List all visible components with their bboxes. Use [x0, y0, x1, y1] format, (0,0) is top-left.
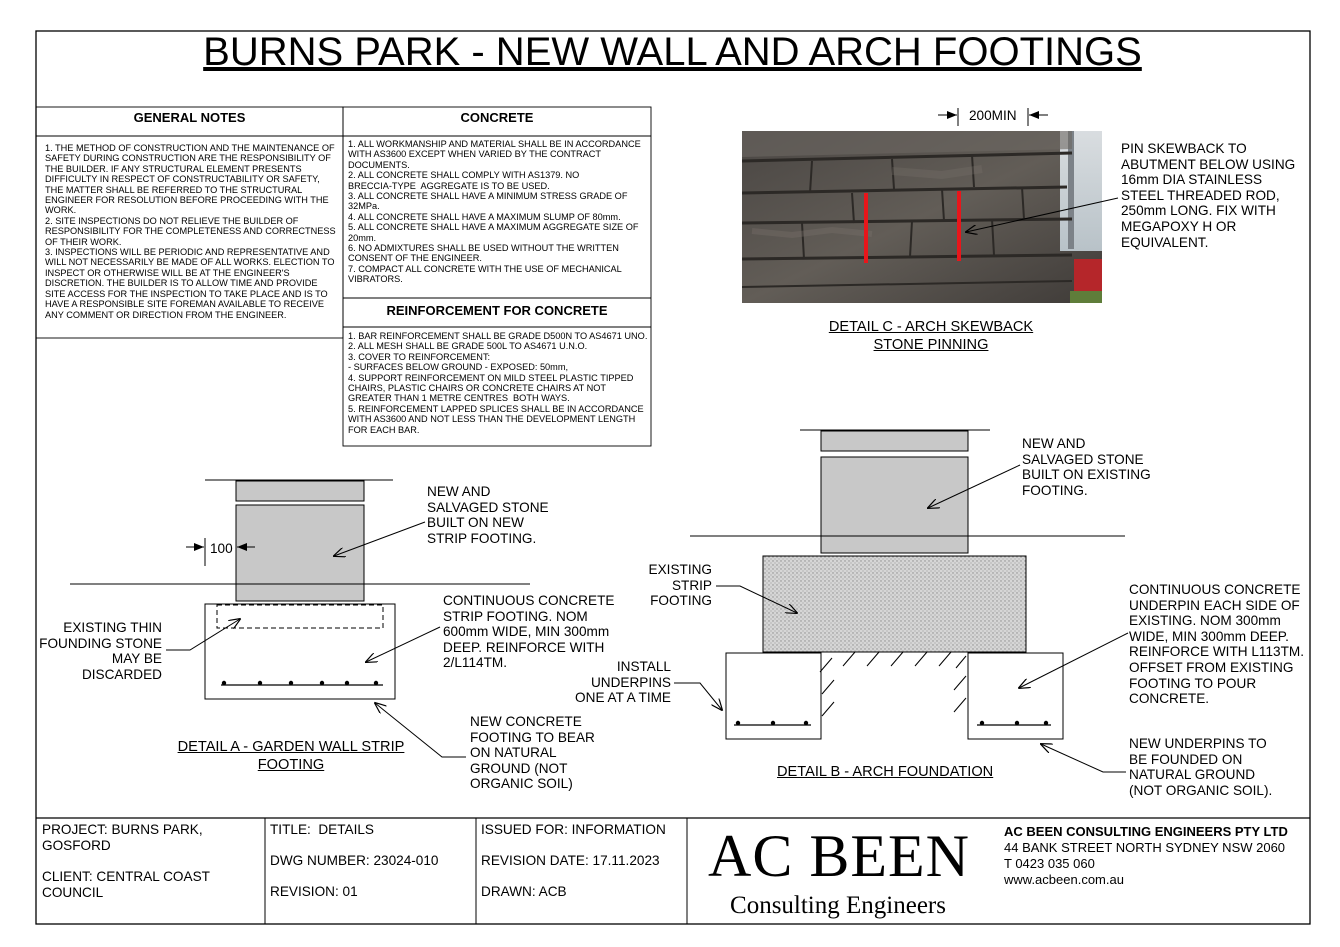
concrete-text: 1. ALL WORKMANSHIP AND MATERIAL SHALL BE IN ACCORDANCE WITH AS3600 EXCEPT WHEN VARIED BY THE CONTRACT DOCUMENTS. 2. ALL CONCRETE SHALL COMPLY WITH AS1379. NO BRECCIA-TYPE AGGREGATE IS TO BE USED. 3. ALL CONCRETE SHALL HAVE A MINIMUM STRESS GRADE OF 32MPa. 4. ALL CONCRETE SHALL HAVE A MAXIMUM SLUMP OF 80mm. 5. ALL CONCRETE SHALL HAVE A MAXIMUM AGGREGATE SIZE OF 20mm. 6. NO ADMIXTURES SHALL BE USED WITHOUT THE WRITTEN CONSENT OF THE ENGINEER. 7. COMPACT ALL CONCRETE WITH THE USE OF MECHANICAL VIBRATORS. — [348, 139, 641, 285]
reinforcement-heading: REINFORCEMENT FOR CONCRETE — [386, 303, 608, 318]
drawing-title-field: TITLE: DETAILS — [270, 822, 374, 837]
detail-a-caption: DETAIL A - GARDEN WALL STRIP FOOTING — [177, 739, 405, 773]
reinforcement-text: 1. BAR REINFORCEMENT SHALL BE GRADE D500N TO AS4671 UNO. 2. ALL MESH SHALL BE GRADE 500L TO AS4671 U.N.O. 3. COVER TO REINFORCEMENT: - SURFACES BELOW GROUND - EXPOSED: 50mm, 4. SUPPORT REINFORCEMENT ON MILD STEEL PLASTIC TIPPED CHAIRS, PLASTIC CHAIRS OR CONCRETE CHAIRS AT NOT GREATER THAN 1 METRE CENTRES BOTH WAYS. 5. REINFORCEMENT LAPPED SPLICES SHALL BE IN ACCORDANCE WITH AS3600 AND NOT LESS THAN THE DEVELOPMENT LENGTH FOR EACH BAR. — [348, 331, 648, 435]
detail-a-stone-note: NEW AND SALVAGED STONE BUILT ON NEW STRIP FOOTING. — [427, 484, 549, 546]
stone-wall-photo-image — [742, 131, 1102, 303]
company-logo-main: AC BEEN — [708, 823, 970, 889]
detail-a-bear-note: NEW CONCRETE FOOTING TO BEAR ON NATURAL GROUND (NOT ORGANIC SOIL) — [470, 714, 595, 792]
pin-left — [864, 193, 868, 263]
detail-a-stone-wall — [236, 505, 364, 601]
detail-b-founded-note: NEW UNDERPINS TO BE FOUNDED ON NATURAL GROUND (NOT ORGANIC SOIL). — [1129, 736, 1273, 798]
company-address: 44 BANK STREET NORTH SYDNEY NSW 2060 — [1004, 840, 1286, 855]
detail-b-caption: DETAIL B - ARCH FOUNDATION — [777, 764, 994, 780]
pin-right — [957, 191, 961, 261]
dwg-number-field: DWG NUMBER: 23024-010 — [270, 853, 439, 868]
detail-b-install-note: INSTALL UNDERPINS ONE AT A TIME — [575, 659, 671, 706]
detail-b-stone-wall — [821, 457, 968, 553]
revision-field: REVISION: 01 — [270, 884, 358, 899]
company-logo-sub: Consulting Engineers — [730, 892, 946, 919]
company-website[interactable]: www.acbeen.com.au — [1004, 872, 1124, 887]
client-field: CLIENT: CENTRAL COAST COUNCIL — [42, 869, 210, 900]
revision-date-field: REVISION DATE: 17.11.2023 — [481, 853, 660, 868]
detail-b-top-stone — [821, 431, 968, 451]
general-notes-text: 1. THE METHOD OF CONSTRUCTION AND THE MAINTENANCE OF SAFETY DURING CONSTRUCTION ARE THE RESPONSIBILITY OF THE BUILDER. IF ANY STRUCTURAL ELEMENT PRESENTS DIFFICULTY IN RESPECT OF CONSTRUCTABILITY OR SAFETY, THE MATTER SHALL BE REFERRED TO THE STRUCTURAL ENGINEER FOR RESOLUTION BEFORE PROCEEDING WITH THE WORK. 2. SITE INSPECTIONS DO NOT RELIEVE THE BUILDER OF RESPONSIBILITY FOR THE COMPLETENESS AND CORRECTNESS OF THEIR WORK. 3. INSPECTIONS WILL BE PERIODIC AND REPRESENTATIVE AND WILL NOT NECESSARILY BE MADE OF ALL WORKS. ELECTION TO INSPECT OR OTHERWISE WILL BE AT THE ENGINEER'S DISCRETION. THE BUILDER IS TO ALLOW TIME AND PROVIDE SITE ACCESS FOR THE INSPECTION TO TAKE PLACE AND IS TO HAVE A RESPONSIBLE SITE FOREMAN AVAILABLE TO RECEIVE ANY COMMENT OR DIRECTION FROM THE ENGINEER. — [45, 143, 336, 320]
detail-c-caption: DETAIL C - ARCH SKEWBACK STONE PINNING — [828, 319, 1034, 353]
issued-for-field: ISSUED FOR: INFORMATION — [481, 822, 666, 837]
drawn-field: DRAWN: ACB — [481, 884, 567, 899]
concrete-heading: CONCRETE — [460, 110, 534, 125]
detail-b-stone-note: NEW AND SALVAGED STONE BUILT ON EXISTING FOOTING. — [1022, 436, 1151, 498]
company-name: AC BEEN CONSULTING ENGINEERS PTY LTD — [1004, 824, 1288, 839]
detail-a-top-stone — [236, 481, 364, 501]
detail-b-underpin-left — [726, 653, 821, 739]
detail-b-existing-footing — [763, 556, 1026, 652]
general-notes-heading: GENERAL NOTES — [133, 110, 246, 125]
detail-b-existing-note: EXISTING STRIP FOOTING — [648, 562, 712, 609]
detail-b-underpin-note: CONTINUOUS CONCRETE UNDERPIN EACH SIDE OF EXISTING. NOM 300mm WIDE, MIN 300mm DEEP. REINFORCE WITH L113TM. OFFSET FROM EXISTING FOOTING TO POUR CONCRETE. — [1129, 582, 1304, 707]
project-field: PROJECT: BURNS PARK, GOSFORD — [42, 822, 203, 853]
detail-a-footing-note: CONTINUOUS CONCRETE STRIP FOOTING. NOM 600mm WIDE, MIN 300mm DEEP. REINFORCE WITH 2/L114TM. — [443, 593, 615, 671]
detail-c-dimension: 200MIN — [969, 108, 1017, 123]
drawing-title: BURNS PARK - NEW WALL AND ARCH FOOTINGS — [203, 30, 1142, 74]
detail-a-dimension: 100 — [210, 541, 233, 556]
detail-a-founding-note: EXISTING THIN FOUNDING STONE MAY BE DISCARDED — [39, 620, 162, 682]
company-phone: T 0423 035 060 — [1004, 856, 1095, 871]
detail-b-underpin-right — [968, 653, 1063, 739]
detail-c-note: PIN SKEWBACK TO ABUTMENT BELOW USING 16mm DIA STAINLESS STEEL THREADED ROD, 250mm LONG. FIX WITH MEGAPOXY H OR EQUIVALENT. — [1121, 141, 1296, 250]
arch-skewback-photo — [742, 131, 1102, 303]
